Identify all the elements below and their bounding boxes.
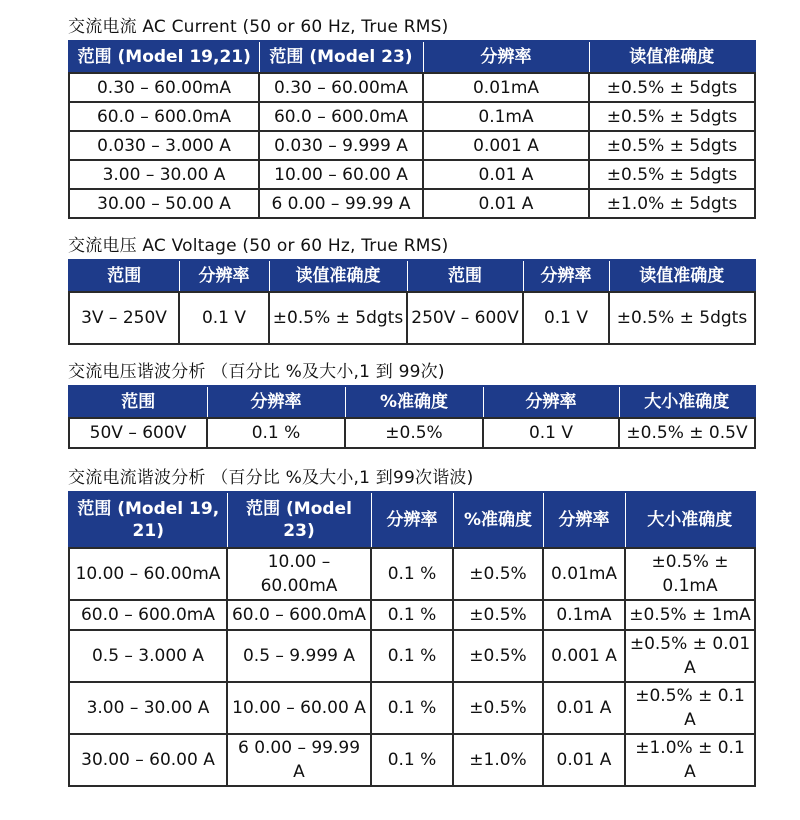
table-cell: ±0.5% (453, 682, 543, 734)
col-header: 分辨率 (523, 260, 609, 292)
table-cell: 0.01mA (423, 73, 589, 102)
table-header-row (69, 386, 755, 418)
table-cell: ±0.5% (453, 548, 543, 600)
table-cell: 0.5 – 3.000 A (69, 630, 227, 682)
table-cell: 60.0 – 600.0mA (69, 600, 227, 630)
col-header: 分辨率 (423, 41, 589, 73)
table-cell: 0.01 A (423, 189, 589, 218)
section4-title: 交流电流谐波分析 （百分比 %及大小,1 到99次谐波) (68, 468, 474, 488)
table-row (69, 630, 755, 682)
table-cell: ±1.0% ± 0.1 A (625, 734, 755, 786)
col-header: 范围 (Model 23) (227, 492, 371, 548)
table-cell: ±0.5% ± 5dgts (269, 292, 407, 344)
ac-voltage-table (68, 259, 756, 345)
table-cell: 0.1 % (371, 734, 453, 786)
table-cell: 0.1 % (371, 600, 453, 630)
table-cell: 3V – 250V (69, 292, 179, 344)
table-cell: ±0.5% (453, 600, 543, 630)
table-cell: ±0.5% ± 0.1 A (625, 682, 755, 734)
table-cell: 6 0.00 – 99.99 A (227, 734, 371, 786)
section2-title: 交流电压 AC Voltage (50 or 60 Hz, True RMS) (68, 236, 449, 256)
table-row (69, 682, 755, 734)
table-cell: 0.30 – 60.00mA (69, 73, 259, 102)
table-cell: 0.1mA (543, 600, 625, 630)
table-cell: ±1.0% ± 5dgts (589, 189, 755, 218)
col-header: 分辨率 (543, 492, 625, 548)
table-cell: 10.00 – 60.00 A (227, 682, 371, 734)
table-cell: 0.1 V (179, 292, 269, 344)
table-cell: 60.0 – 600.0mA (69, 102, 259, 131)
table-cell: ±0.5% (453, 630, 543, 682)
table-cell: ±0.5% ± 1mA (625, 600, 755, 630)
table-cell: 0.5 – 9.999 A (227, 630, 371, 682)
table-cell: 0.1mA (423, 102, 589, 131)
col-header: 分辨率 (207, 386, 345, 418)
table-cell: 6 0.00 – 99.99 A (259, 189, 423, 218)
table-cell: ±0.5% ± 0.01 A (625, 630, 755, 682)
ac-current-table (68, 40, 756, 219)
table-cell: 60.0 – 600.0mA (227, 600, 371, 630)
col-header: 范围 (69, 386, 207, 418)
table-cell: 3.00 – 30.00 A (69, 160, 259, 189)
col-header: 分辨率 (371, 492, 453, 548)
table-cell: 10.00 – 60.00 A (259, 160, 423, 189)
table-cell: 0.001 A (423, 131, 589, 160)
table-cell: 0.001 A (543, 630, 625, 682)
table-row (69, 73, 755, 102)
table-cell: 0.030 – 3.000 A (69, 131, 259, 160)
col-header: 读值准确度 (269, 260, 407, 292)
table-cell: 0.30 – 60.00mA (259, 73, 423, 102)
table-cell: 0.1 % (371, 548, 453, 600)
table-header-row (69, 41, 755, 73)
table-cell: 0.030 – 9.999 A (259, 131, 423, 160)
table-cell: 60.0 – 600.0mA (259, 102, 423, 131)
table-cell: ±0.5% ± 0.1mA (625, 548, 755, 600)
col-header: 分辨率 (483, 386, 619, 418)
table-cell: 10.00 – 60.00mA (227, 548, 371, 600)
table-cell: 0.01 A (423, 160, 589, 189)
table-cell: ±0.5% ± 5dgts (589, 160, 755, 189)
table-cell: ±1.0% (453, 734, 543, 786)
table-cell: ±0.5% ± 5dgts (589, 131, 755, 160)
table-cell: 0.01mA (543, 548, 625, 600)
col-header: %准确度 (345, 386, 483, 418)
table-row (69, 548, 755, 600)
table-cell: 0.1 % (207, 418, 345, 448)
table-cell: 0.1 V (523, 292, 609, 344)
table-row (69, 600, 755, 630)
col-header: 读值准确度 (589, 41, 755, 73)
table-row (69, 734, 755, 786)
section3-title: 交流电压谐波分析 （百分比 %及大小,1 到 99次) (68, 362, 445, 382)
col-header: %准确度 (453, 492, 543, 548)
col-header: 大小准确度 (625, 492, 755, 548)
table-cell: 3.00 – 30.00 A (69, 682, 227, 734)
table-row (69, 131, 755, 160)
col-header: 读值准确度 (609, 260, 755, 292)
col-header: 范围 (Model 19, 21) (69, 492, 227, 548)
current-harmonics-table (68, 491, 756, 787)
table-header-row (69, 260, 755, 292)
table-cell: 250V – 600V (407, 292, 523, 344)
table-header-row (69, 492, 755, 548)
table-cell: ±0.5% ± 5dgts (589, 73, 755, 102)
table-cell: 0.1 V (483, 418, 619, 448)
col-header: 范围 (Model 19,21) (69, 41, 259, 73)
table-row (69, 418, 755, 448)
table-cell: 50V – 600V (69, 418, 207, 448)
table-cell: 0.1 % (371, 682, 453, 734)
voltage-harmonics-table (68, 385, 756, 449)
table-row (69, 292, 755, 344)
table-cell: ±0.5% ± 5dgts (589, 102, 755, 131)
table-cell: ±0.5% ± 5dgts (609, 292, 755, 344)
table-cell: 0.01 A (543, 734, 625, 786)
table-cell: 30.00 – 60.00 A (69, 734, 227, 786)
col-header: 范围 (407, 260, 523, 292)
table-row (69, 189, 755, 218)
col-header: 大小准确度 (619, 386, 755, 418)
col-header: 范围 (69, 260, 179, 292)
col-header: 范围 (Model 23) (259, 41, 423, 73)
table-cell: 0.01 A (543, 682, 625, 734)
table-cell: ±0.5% (345, 418, 483, 448)
col-header: 分辨率 (179, 260, 269, 292)
table-cell: ±0.5% ± 0.5V (619, 418, 755, 448)
table-cell: 30.00 – 50.00 A (69, 189, 259, 218)
table-cell: 10.00 – 60.00mA (69, 548, 227, 600)
section1-title: 交流电流 AC Current (50 or 60 Hz, True RMS) (68, 17, 449, 37)
table-row (69, 102, 755, 131)
table-cell: 0.1 % (371, 630, 453, 682)
table-row (69, 160, 755, 189)
